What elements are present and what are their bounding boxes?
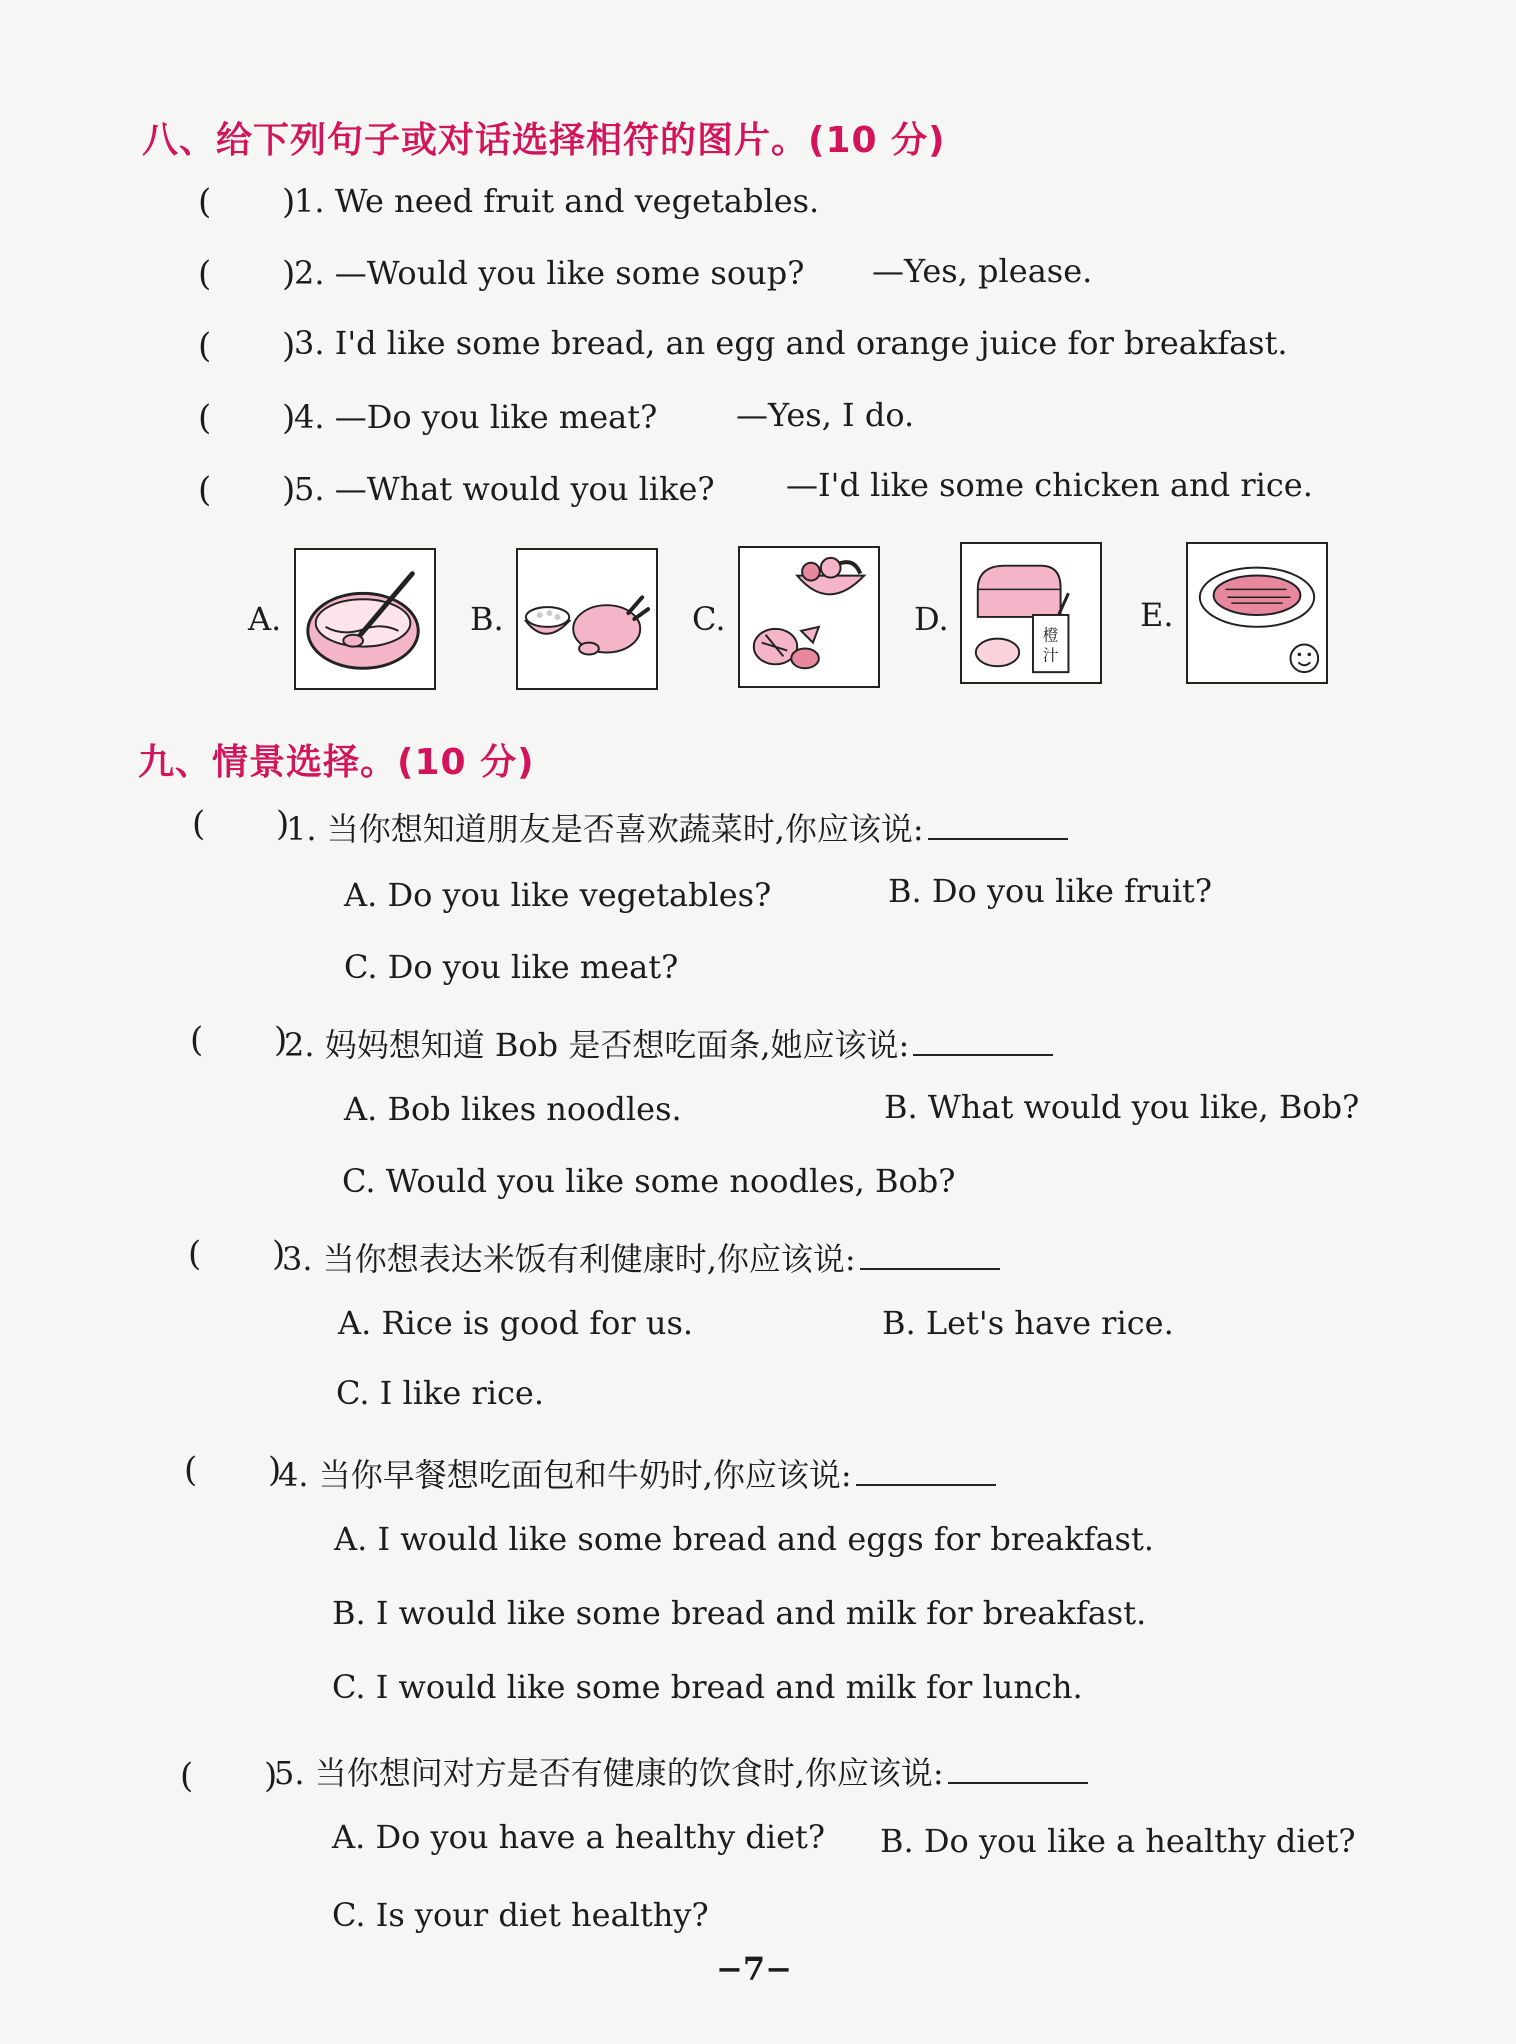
option-b: B. Do you like a healthy diet?	[880, 1822, 1356, 1860]
answer-blank[interactable]	[856, 1458, 996, 1486]
picture-label: A.	[248, 600, 282, 638]
juice-label-top: 橙	[1042, 625, 1059, 645]
answer-blank[interactable]	[913, 1028, 1053, 1056]
answer-paren-close: )	[272, 1234, 286, 1274]
answer-blank[interactable]	[860, 1242, 1000, 1270]
picture-label: B.	[470, 600, 504, 638]
answer-paren[interactable]: ( )	[198, 398, 296, 438]
rice-and-chicken-picture[interactable]	[516, 548, 658, 690]
option-a: A. Do you like vegetables?	[344, 876, 772, 914]
picture-label: D.	[914, 600, 949, 638]
question-text	[282, 1234, 1000, 1280]
answer-paren-close: )	[282, 254, 296, 294]
answer-paren-close: )	[282, 398, 296, 438]
option-c: C. I would like some bread and milk for lunch.	[332, 1668, 1083, 1706]
option-a: A. Bob likes noodles.	[344, 1090, 682, 1128]
item-reply: —I'd like some chicken and rice.	[786, 466, 1313, 504]
answer-paren[interactable]: ( )	[198, 182, 296, 222]
option-b: B. Do you like fruit?	[888, 872, 1213, 910]
item-text: 1. We need fruit and vegetables.	[294, 182, 820, 220]
question-text	[274, 1748, 1088, 1794]
question-text	[278, 1450, 996, 1496]
option-c: C. I like rice.	[336, 1374, 545, 1412]
question-text	[286, 804, 1068, 850]
steak-plate-picture[interactable]	[1186, 542, 1328, 684]
option-a: A. Do you have a healthy diet?	[332, 1818, 826, 1856]
answer-paren-close: )	[268, 1450, 282, 1490]
answer-paren[interactable]: ( )	[198, 470, 296, 510]
bread-egg-juice-picture[interactable]	[960, 542, 1102, 684]
option-b: B. What would you like, Bob?	[884, 1088, 1360, 1126]
option-a: A. Rice is good for us.	[338, 1304, 694, 1342]
section9-title: 九、情景选择。(10 分)	[138, 742, 535, 783]
question-prompt: 1. 当你想知道朋友是否喜欢蔬菜时,你应该说:	[286, 810, 924, 848]
option-b: B. I would like some bread and milk for breakfast.	[332, 1594, 1147, 1632]
fruit-and-vegetables-picture[interactable]	[738, 546, 880, 688]
bread-egg-juice-icon	[962, 544, 1100, 682]
section8-title: 八、给下列句子或对话选择相符的图片。(10 分)	[142, 120, 946, 161]
picture-label: E.	[1140, 596, 1174, 634]
fruit-and-vegetables-icon	[740, 548, 878, 686]
option-c: C. Is your diet healthy?	[332, 1896, 709, 1934]
answer-paren-close: )	[282, 470, 296, 510]
picture-label: C.	[692, 600, 726, 638]
answer-paren-close: )	[282, 182, 296, 222]
item-reply: —Yes, please.	[872, 252, 1093, 290]
soup-bowl-icon	[296, 550, 434, 688]
steak-plate-icon	[1188, 544, 1326, 682]
soup-bowl-picture[interactable]	[294, 548, 436, 690]
answer-paren-close: )	[282, 326, 296, 366]
option-c: C. Would you like some noodles, Bob?	[342, 1162, 956, 1200]
page-number: −7−	[716, 1950, 792, 1988]
question-prompt: 4. 当你早餐想吃面包和牛奶时,你应该说:	[278, 1456, 852, 1494]
question-prompt: 5. 当你想问对方是否有健康的饮食时,你应该说:	[274, 1754, 944, 1792]
answer-paren[interactable]: ( )	[198, 254, 296, 294]
answer-paren[interactable]: ( )	[192, 804, 290, 844]
question-prompt: 2. 妈妈想知道 Bob 是否想吃面条,她应该说:	[284, 1026, 910, 1064]
answer-paren-close: )	[264, 1756, 278, 1796]
option-a: A. I would like some bread and eggs for breakfast.	[334, 1520, 1154, 1558]
answer-paren[interactable]: ( )	[184, 1450, 282, 1490]
rice-and-chicken-icon	[518, 550, 656, 688]
answer-paren-close: )	[274, 1020, 288, 1060]
answer-paren[interactable]: ( )	[198, 326, 296, 366]
answer-paren[interactable]: ( )	[188, 1234, 286, 1274]
question-prompt: 3. 当你想表达米饭有利健康时,你应该说:	[282, 1240, 856, 1278]
option-c: C. Do you like meat?	[344, 948, 679, 986]
item-text: 5. —What would you like?	[294, 470, 715, 508]
option-b: B. Let's have rice.	[882, 1304, 1174, 1342]
answer-paren-close: )	[276, 804, 290, 844]
question-text	[284, 1020, 1053, 1066]
answer-blank[interactable]	[948, 1756, 1088, 1784]
answer-blank[interactable]	[928, 812, 1068, 840]
juice-label-bottom: 汁	[1042, 645, 1059, 665]
item-text: 4. —Do you like meat?	[294, 398, 658, 436]
answer-paren[interactable]: ( )	[190, 1020, 288, 1060]
item-text: 2. —Would you like some soup?	[294, 254, 805, 292]
answer-paren[interactable]: ( )	[180, 1756, 278, 1796]
item-reply: —Yes, I do.	[736, 396, 915, 434]
item-text: 3. I'd like some bread, an egg and orange juice for breakfast.	[294, 324, 1288, 362]
